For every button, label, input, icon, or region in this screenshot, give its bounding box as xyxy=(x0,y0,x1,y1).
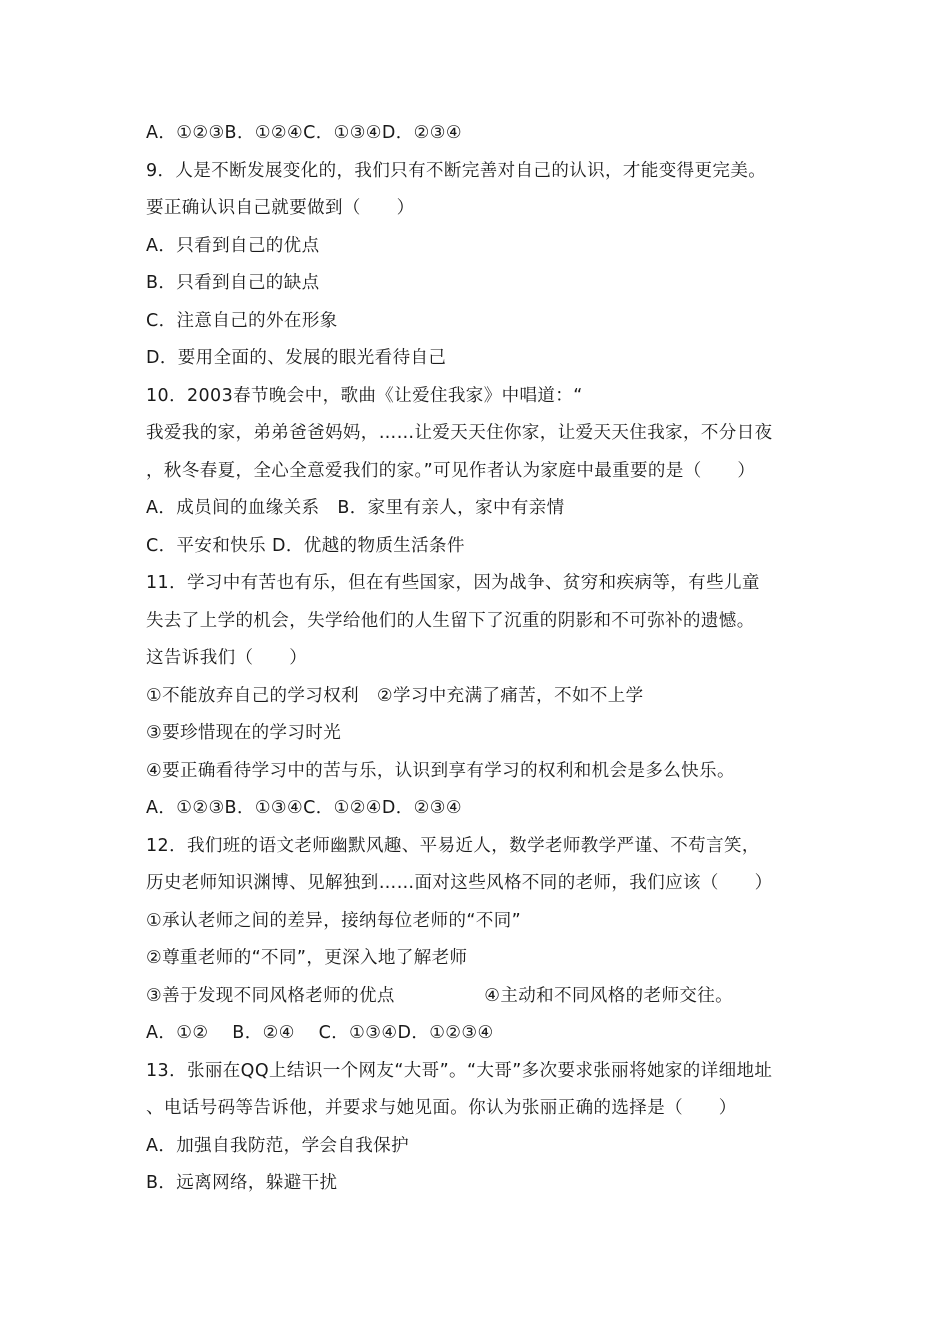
q9-stem: 9．人是不断发展变化的，我们只有不断完善对自己的认识，才能变得更完美。 xyxy=(146,161,767,181)
q12-statements-3-4: ③善于发现不同风格老师的优点 ④主动和不同风格的老师交往。 xyxy=(146,986,734,1006)
q9-option-c: C．注意自己的外在形象 xyxy=(146,311,338,331)
q9-option-b: B．只看到自己的缺点 xyxy=(146,273,320,293)
q12-statement-1: ①承认老师之间的差异，接纳每位老师的“不同” xyxy=(146,911,522,931)
q12-stem: 12．我们班的语文老师幽默风趣、平易近人，数学老师教学严谨、不苟言笑， xyxy=(146,836,760,856)
q10-stem-cont-1: 我爱我的家，弟弟爸爸妈妈，……让爱天天住你家，让爱天天住我家，不分日夜 xyxy=(146,423,773,443)
q11-stem-cont-2: 这告诉我们（ ） xyxy=(146,648,308,668)
q11-options: A．①②③B．①③④C．①②④D．②③④ xyxy=(146,798,462,818)
q13-stem-cont: 、电话号码等告诉他，并要求与她见面。你认为张丽正确的选择是（ ） xyxy=(146,1098,737,1118)
q10-stem-cont-2: ，秋冬春夏，全心全意爱我们的家。”可见作者认为家庭中最重要的是（ ） xyxy=(146,461,756,481)
q11-stem-cont-1: 失去了上学的机会，失学给他们的人生留下了沉重的阴影和不可弥补的遗憾。 xyxy=(146,611,755,631)
q13-stem: 13．张丽在QQ上结识一个网友“大哥”。“大哥”多次要求张丽将她家的详细地址 xyxy=(146,1061,773,1081)
q13-option-b: B．远离网络，躲避干扰 xyxy=(146,1173,338,1193)
q9-stem-cont: 要正确认识自己就要做到（ ） xyxy=(146,198,415,218)
q11-statements-1-2: ①不能放弃自己的学习权利 ②学习中充满了痛苦，不如不上学 xyxy=(146,686,644,706)
q9-option-d: D．要用全面的、发展的眼光看待自己 xyxy=(146,348,447,368)
q10-stem: 10．2003春节晚会中，歌曲《让爱住我家》中唱道：“ xyxy=(146,386,583,406)
q11-statement-4: ④要正确看待学习中的苦与乐，认识到享有学习的权利和机会是多么快乐。 xyxy=(146,761,735,781)
q10-options-cd: C．平安和快乐 D．优越的物质生活条件 xyxy=(146,536,465,556)
q9-option-a: A．只看到自己的优点 xyxy=(146,236,320,256)
q12-stem-cont: 历史老师知识渊博、见解独到……面对这些风格不同的老师，我们应该（ ） xyxy=(146,873,773,893)
q12-options: A．①② B．②④ C．①③④D．①②③④ xyxy=(146,1023,494,1043)
q8-options: A．①②③B．①②④C．①③④D．②③④ xyxy=(146,123,462,143)
q11-stem: 11．学习中有苦也有乐，但在有些国家，因为战争、贫穷和疾病等，有些儿童 xyxy=(146,573,760,593)
q13-option-a: A．加强自我防范，学会自我保护 xyxy=(146,1136,409,1156)
q11-statement-3: ③要珍惜现在的学习时光 xyxy=(146,723,342,743)
q10-options-ab: A．成员间的血缘关系 B．家里有亲人，家中有亲情 xyxy=(146,498,565,518)
q12-statement-2: ②尊重老师的“不同”，更深入地了解老师 xyxy=(146,948,468,968)
